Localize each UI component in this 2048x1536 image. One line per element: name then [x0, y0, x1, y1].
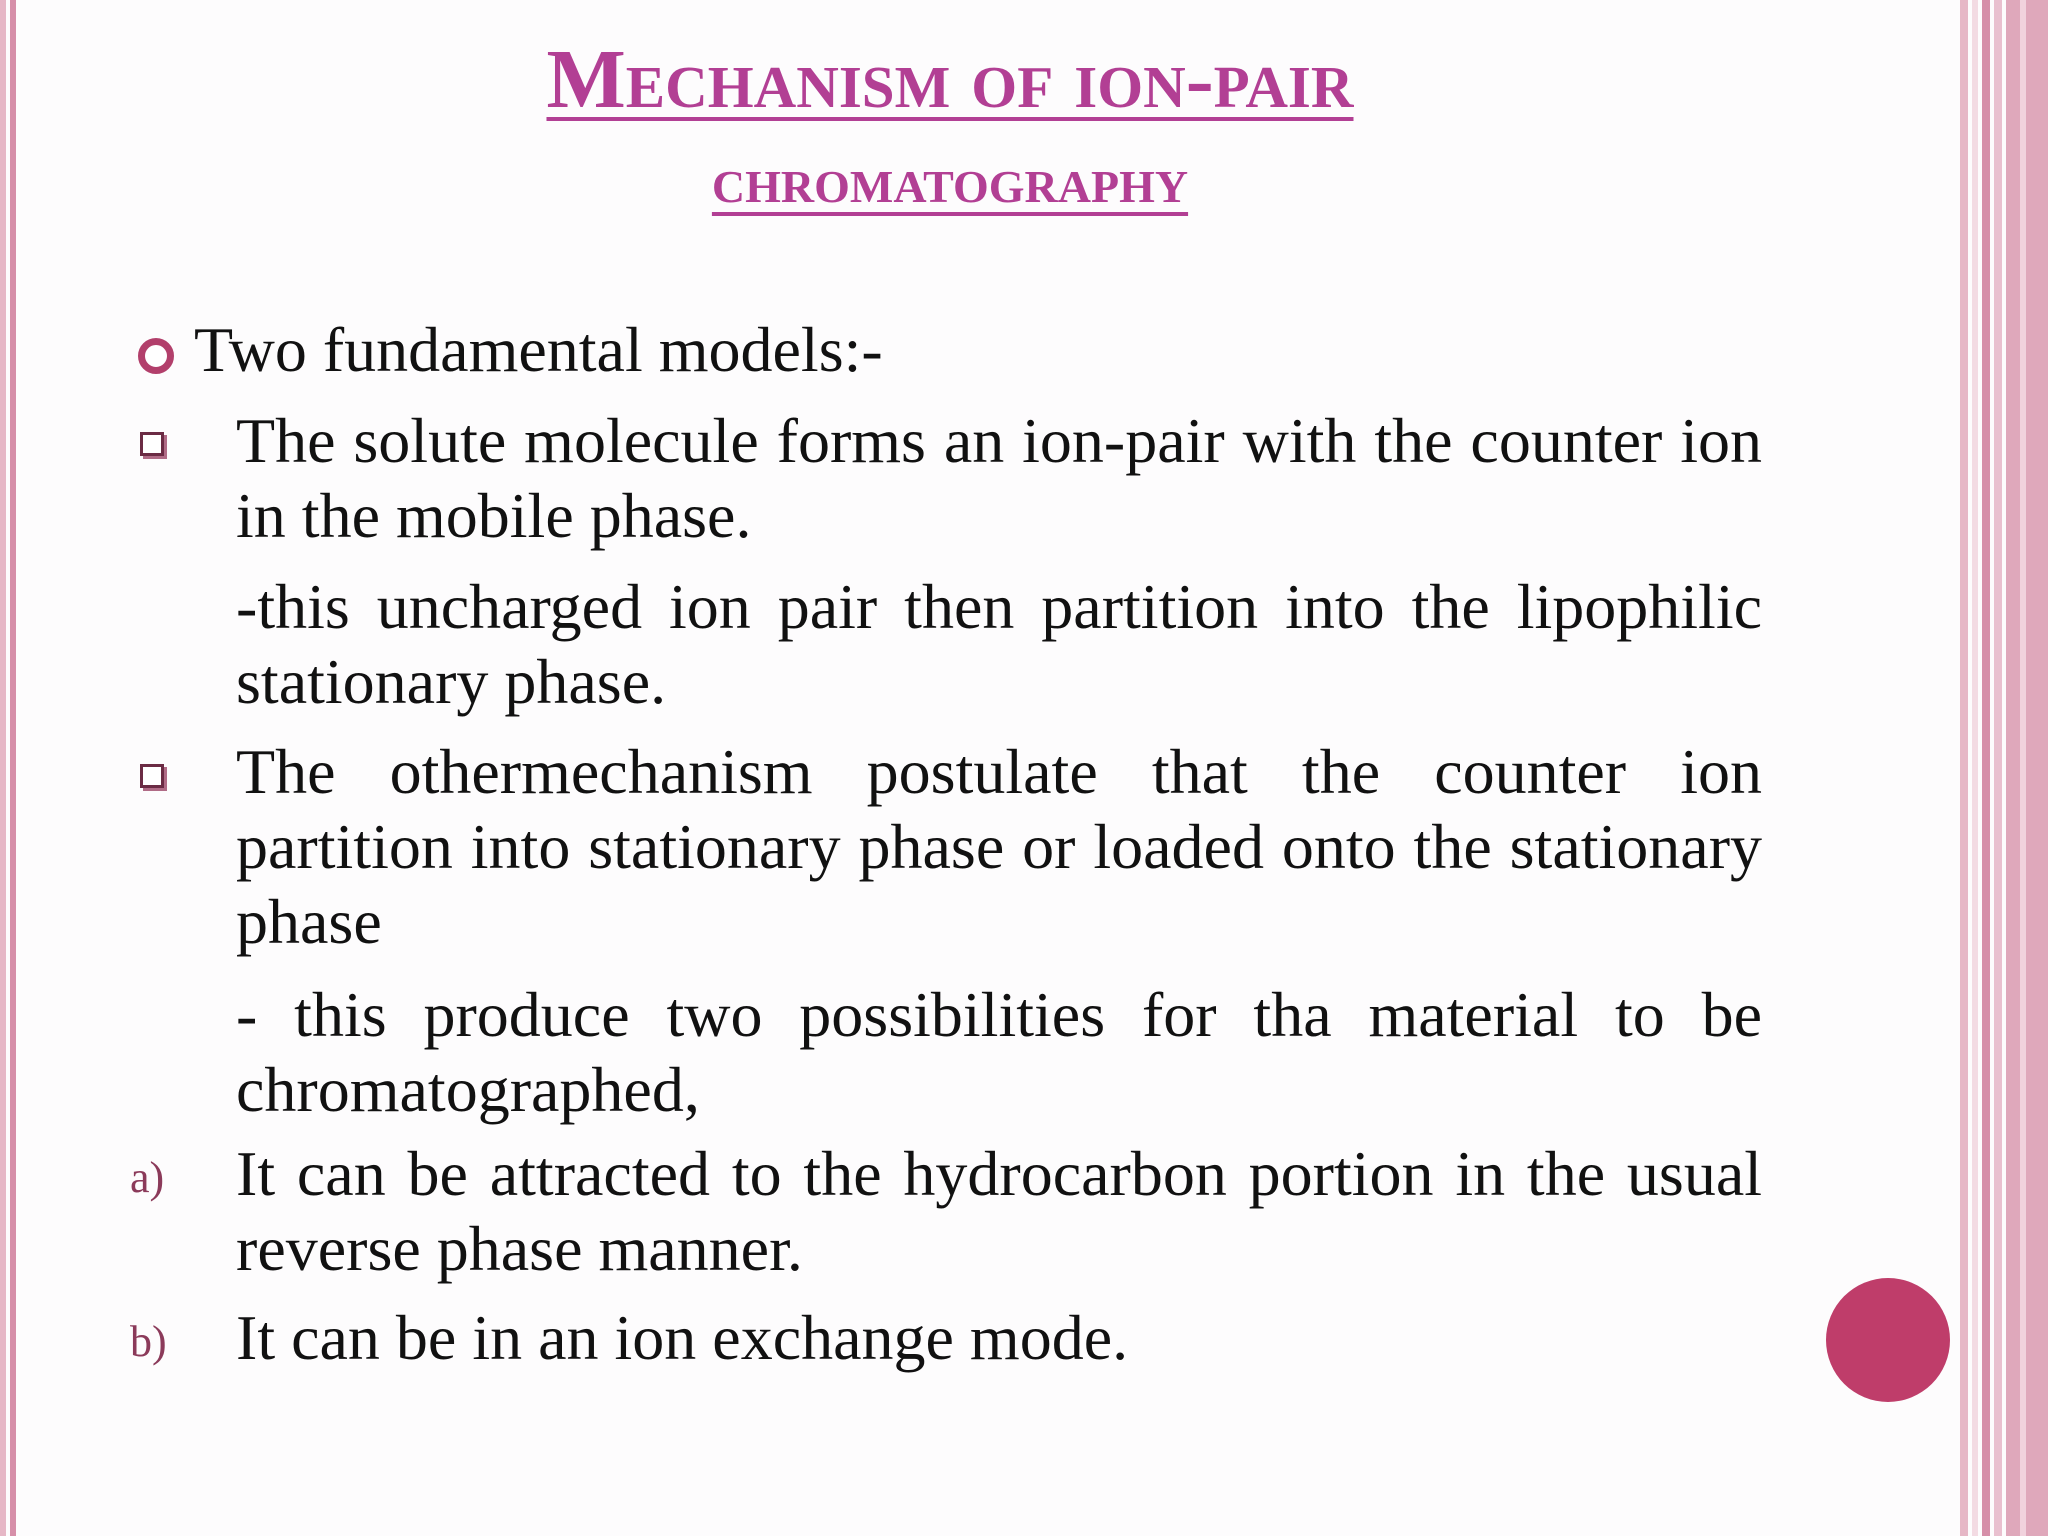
item-a-label: a)	[130, 1153, 165, 1202]
title-line-1: Mechanism of ion-pair	[546, 33, 1354, 126]
square-bullet-icon	[140, 764, 164, 788]
intro-text: Two fundamental models:-	[194, 314, 883, 385]
circle-bullet-icon	[138, 338, 174, 374]
decorative-circle	[1826, 1278, 1950, 1402]
square-bullet-icon	[140, 432, 164, 456]
point-2-text: The othermechanism postulate that the counter ion partition into stationary phase or loaded onto the stationary phase	[236, 736, 1762, 957]
point-2-sub-text: - this produce two possibilities for tha material to be chromatographed,	[236, 979, 1762, 1125]
point-1-text: The solute molecule forms an ion-pair with the counter ion in the mobile phase.	[236, 405, 1762, 551]
item-b-text: It can be in an ion exchange mode.	[236, 1302, 1129, 1373]
item-a-text: It can be attracted to the hydrocarbon portion in the usual reverse phase manner.	[236, 1138, 1762, 1284]
point-1-sub-text: -this uncharged ion pair then partition into the lipophilic stationary phase.	[236, 571, 1762, 717]
item-b-label: b)	[130, 1317, 167, 1366]
title-line-2: chromatography	[711, 144, 1189, 218]
